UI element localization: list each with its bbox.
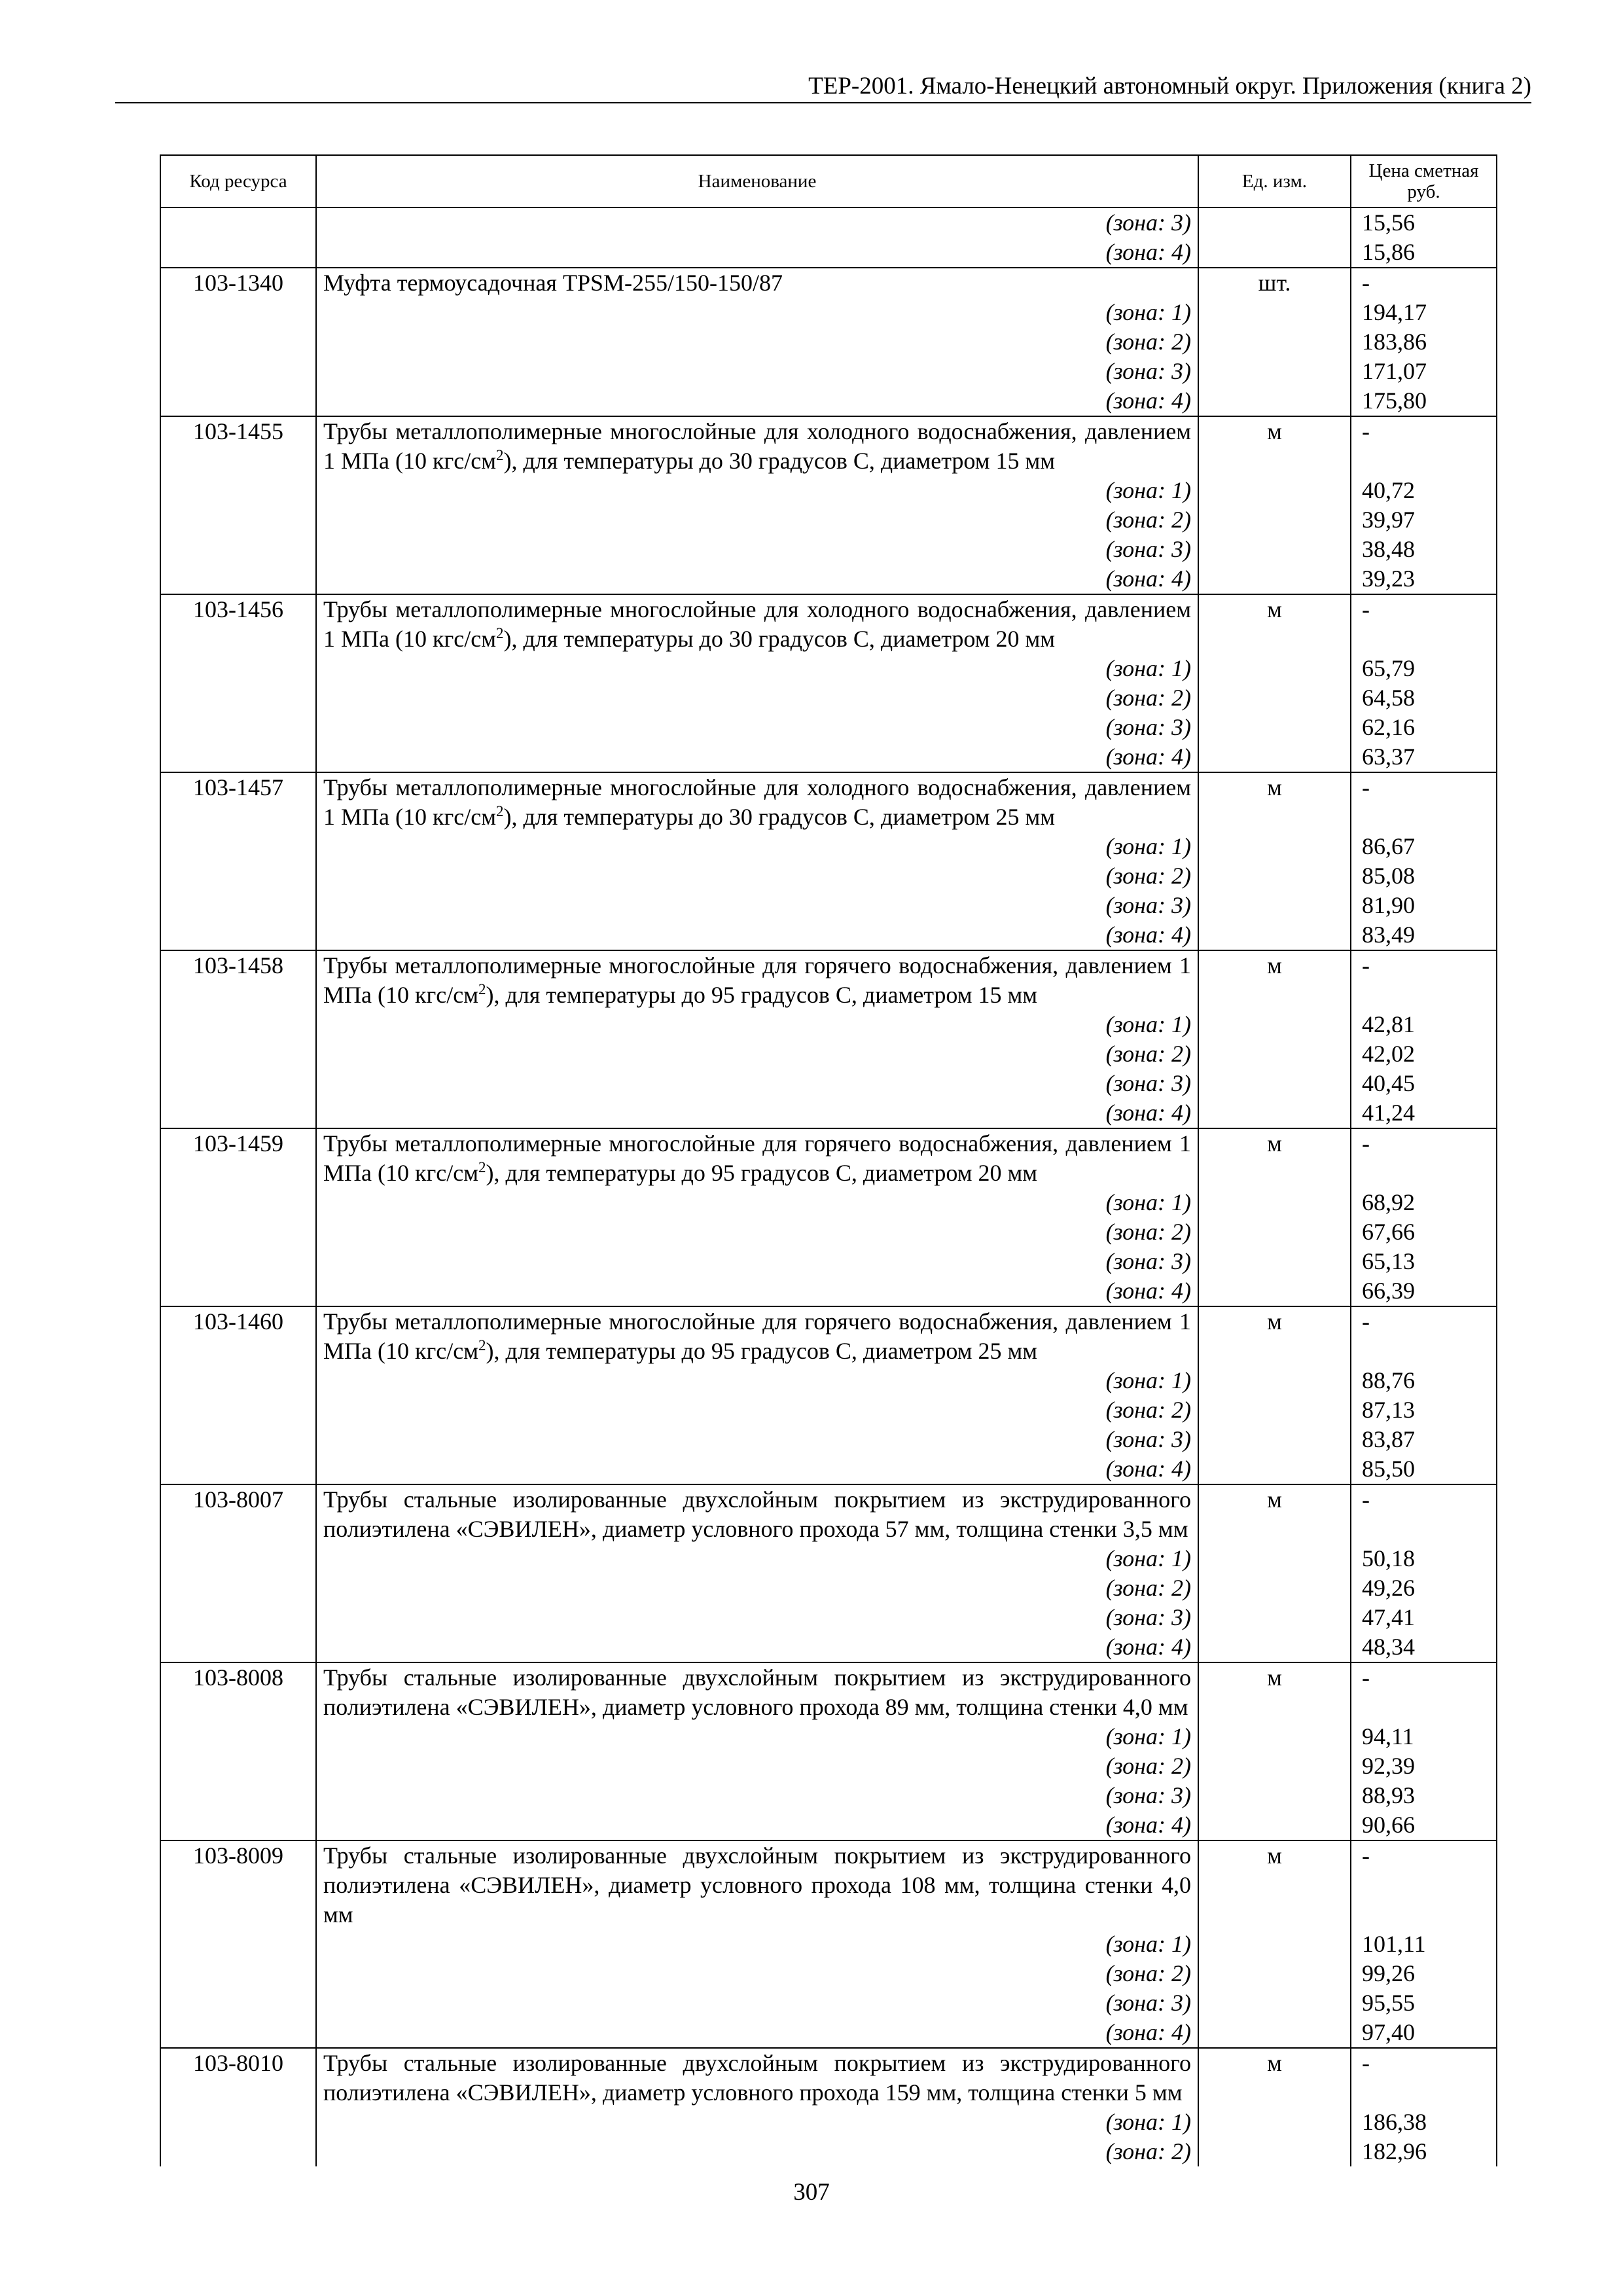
resource-name: Трубы металлополимерные многослойные для горячего водоснабжения, давлением 1 МПа (10 кгс/$см^2$), для температуры до 95 градусов С, диаметром 20 мм xyxy=(316,1128,1198,1188)
zone-label: (зона: 1) xyxy=(316,1722,1198,1751)
unit-cell xyxy=(1198,1247,1351,1276)
zone-price: 85,50 xyxy=(1351,1454,1497,1484)
zone-label: (зона: 1) xyxy=(316,654,1198,683)
unit-cell xyxy=(1198,1098,1351,1128)
code-cell xyxy=(160,1573,316,1603)
unit-cell xyxy=(1198,1395,1351,1425)
unit-cell xyxy=(1198,1810,1351,1840)
resource-unit: м xyxy=(1198,1840,1351,1929)
zone-label: (зона: 3) xyxy=(316,713,1198,742)
table-row xyxy=(160,386,1497,416)
resource-name: Трубы металлополимерные многослойные для горячего водоснабжения, давлением 1 МПа (10 кгс/$см^2$), для температуры до 95 градусов С, диаметром 25 мм xyxy=(316,1306,1198,1366)
table-row xyxy=(160,920,1497,950)
zone-label: (зона: 3) xyxy=(316,357,1198,386)
code-cell xyxy=(160,2137,316,2166)
code-cell xyxy=(160,1810,316,1840)
table-row xyxy=(160,1276,1497,1306)
zone-price: 40,72 xyxy=(1351,476,1497,505)
resource-unit: м xyxy=(1198,594,1351,654)
zone-price: 39,23 xyxy=(1351,564,1497,594)
table-row xyxy=(160,891,1497,920)
zone-price: 42,02 xyxy=(1351,1039,1497,1069)
zone-price: 83,49 xyxy=(1351,920,1497,950)
unit-cell xyxy=(1198,832,1351,861)
code-cell xyxy=(160,505,316,535)
resource-unit: м xyxy=(1198,1662,1351,1722)
code-cell xyxy=(160,476,316,505)
unit-cell xyxy=(1198,654,1351,683)
zone-price: 171,07 xyxy=(1351,357,1497,386)
table-row xyxy=(160,1306,1497,1366)
resource-code: 103-1459 xyxy=(160,1128,316,1188)
code-cell xyxy=(160,1069,316,1098)
zone-price: 50,18 xyxy=(1351,1544,1497,1573)
unit-cell xyxy=(1198,742,1351,772)
column-header-code: Код ресурса xyxy=(160,155,316,207)
resource-code: 103-1460 xyxy=(160,1306,316,1366)
zone-label: (зона: 4) xyxy=(316,1810,1198,1840)
zone-price: 183,86 xyxy=(1351,327,1497,357)
unit-cell xyxy=(1198,2137,1351,2166)
table-row xyxy=(160,207,1497,238)
unit-cell xyxy=(1198,1010,1351,1039)
zone-label: (зона: 3) xyxy=(316,891,1198,920)
zone-price: 48,34 xyxy=(1351,1632,1497,1662)
column-header-price: Цена сметная руб. xyxy=(1351,155,1497,207)
zone-label: (зона: 4) xyxy=(316,238,1198,268)
zone-label: (зона: 3) xyxy=(316,1603,1198,1632)
resource-unit: м xyxy=(1198,772,1351,832)
base-price: - xyxy=(1351,268,1497,298)
code-cell xyxy=(160,564,316,594)
zone-label: (зона: 1) xyxy=(316,832,1198,861)
unit-cell xyxy=(1198,891,1351,920)
resource-code: 103-1455 xyxy=(160,416,316,476)
code-cell xyxy=(160,742,316,772)
table-row xyxy=(160,1128,1497,1188)
table-row xyxy=(160,1069,1497,1098)
unit-cell xyxy=(1198,298,1351,327)
resource-name: Трубы стальные изолированные двухслойным покрытием из экструдированного полиэтилена «СЭВИЛЕН», диаметр условного прохода 159 мм, толщина стенки 5 мм xyxy=(316,2048,1198,2108)
resource-code: 103-8010 xyxy=(160,2048,316,2108)
code-cell xyxy=(160,1395,316,1425)
zone-price: 88,76 xyxy=(1351,1366,1497,1395)
zone-price: 49,26 xyxy=(1351,1573,1497,1603)
unit-cell xyxy=(1198,1929,1351,1959)
base-price: - xyxy=(1351,594,1497,654)
table-row xyxy=(160,1632,1497,1662)
unit-cell xyxy=(1198,920,1351,950)
zone-label: (зона: 3) xyxy=(316,1069,1198,1098)
code-cell xyxy=(160,1425,316,1454)
table-row xyxy=(160,950,1497,1010)
table-row xyxy=(160,1098,1497,1128)
code-cell xyxy=(160,1276,316,1306)
unit-cell xyxy=(1198,476,1351,505)
table-row xyxy=(160,268,1497,298)
code-cell xyxy=(160,1751,316,1781)
unit-cell xyxy=(1198,1959,1351,1988)
code-cell xyxy=(160,1454,316,1484)
table-row xyxy=(160,1662,1497,1722)
table-row xyxy=(160,238,1497,268)
code-cell xyxy=(160,386,316,416)
code-cell xyxy=(160,1959,316,1988)
zone-label: (зона: 4) xyxy=(316,920,1198,950)
zone-price: 83,87 xyxy=(1351,1425,1497,1454)
zone-price: 92,39 xyxy=(1351,1751,1497,1781)
superscript: 2 xyxy=(478,1159,486,1175)
superscript: 2 xyxy=(495,447,504,463)
unit-cell xyxy=(1198,1366,1351,1395)
unit-cell xyxy=(1198,505,1351,535)
zone-label: (зона: 4) xyxy=(316,386,1198,416)
zone-label: (зона: 4) xyxy=(316,2018,1198,2048)
zone-label: (зона: 3) xyxy=(316,1247,1198,1276)
code-cell xyxy=(160,683,316,713)
zone-label: (зона: 1) xyxy=(316,1544,1198,1573)
code-cell xyxy=(160,2108,316,2137)
table-row xyxy=(160,861,1497,891)
code-cell xyxy=(160,1247,316,1276)
zone-price: 81,90 xyxy=(1351,891,1497,920)
zone-label: (зона: 3) xyxy=(316,1781,1198,1810)
zone-label: (зона: 2) xyxy=(316,1573,1198,1603)
zone-label: (зона: 2) xyxy=(316,1959,1198,1988)
zone-price: 62,16 xyxy=(1351,713,1497,742)
table-row xyxy=(160,1010,1497,1039)
resource-unit: м xyxy=(1198,1306,1351,1366)
zone-label: (зона: 2) xyxy=(316,683,1198,713)
code-cell xyxy=(160,832,316,861)
table-row xyxy=(160,594,1497,654)
resource-unit: м xyxy=(1198,950,1351,1010)
code-cell xyxy=(160,1722,316,1751)
code-cell xyxy=(160,535,316,564)
unit-cell xyxy=(1198,207,1351,238)
zone-label: (зона: 1) xyxy=(316,1188,1198,1217)
zone-label: (зона: 2) xyxy=(316,2137,1198,2166)
unit-cell xyxy=(1198,327,1351,357)
resource-name: Трубы металлополимерные многослойные для холодного водоснабжения, давлением 1 МПа (10 кгс/$см^2$), для температуры до 30 градусов С, диаметром 20 мм xyxy=(316,594,1198,654)
unit-cell xyxy=(1198,683,1351,713)
table-row xyxy=(160,1217,1497,1247)
unit-cell xyxy=(1198,1425,1351,1454)
code-cell xyxy=(160,1188,316,1217)
zone-price: 101,11 xyxy=(1351,1929,1497,1959)
column-header-name: Наименование xyxy=(316,155,1198,207)
zone-price: 64,58 xyxy=(1351,683,1497,713)
resource-name: Трубы стальные изолированные двухслойным покрытием из экструдированного полиэтилена «СЭВИЛЕН», диаметр условного прохода 89 мм, толщина стенки 4,0 мм xyxy=(316,1662,1198,1722)
unit-cell xyxy=(1198,564,1351,594)
unit-cell xyxy=(1198,1454,1351,1484)
base-price: - xyxy=(1351,416,1497,476)
code-cell xyxy=(160,1632,316,1662)
unit-cell xyxy=(1198,386,1351,416)
resource-unit: м xyxy=(1198,1484,1351,1544)
table-row xyxy=(160,1484,1497,1544)
resource-name: Трубы стальные изолированные двухслойным покрытием из экструдированного полиэтилена «СЭВИЛЕН», диаметр условного прохода 108 мм, толщина стенки 4,0 мм xyxy=(316,1840,1198,1929)
code-cell xyxy=(160,327,316,357)
table-row xyxy=(160,1722,1497,1751)
table-row xyxy=(160,535,1497,564)
table-row xyxy=(160,564,1497,594)
zone-price: 65,13 xyxy=(1351,1247,1497,1276)
zone-price: 15,86 xyxy=(1351,238,1497,268)
code-cell xyxy=(160,1781,316,1810)
zone-label: (зона: 4) xyxy=(316,1276,1198,1306)
table-row xyxy=(160,1603,1497,1632)
zone-price: 41,24 xyxy=(1351,1098,1497,1128)
superscript: 2 xyxy=(495,625,504,641)
code-cell xyxy=(160,357,316,386)
table-row xyxy=(160,2018,1497,2048)
code-cell xyxy=(160,1929,316,1959)
code-cell xyxy=(160,920,316,950)
code-cell xyxy=(160,2018,316,2048)
unit-cell xyxy=(1198,238,1351,268)
zone-label: (зона: 1) xyxy=(316,1929,1198,1959)
resource-name: Трубы стальные изолированные двухслойным покрытием из экструдированного полиэтилена «СЭВИЛЕН», диаметр условного прохода 57 мм, толщина стенки 3,5 мм xyxy=(316,1484,1198,1544)
table-row xyxy=(160,2108,1497,2137)
table-row xyxy=(160,1929,1497,1959)
zone-price: 42,81 xyxy=(1351,1010,1497,1039)
base-price: - xyxy=(1351,1662,1497,1722)
column-header-unit: Ед. изм. xyxy=(1198,155,1351,207)
code-cell xyxy=(160,238,316,268)
unit-cell xyxy=(1198,1632,1351,1662)
table-row xyxy=(160,683,1497,713)
table-row xyxy=(160,1959,1497,1988)
zone-label: (зона: 2) xyxy=(316,861,1198,891)
code-cell xyxy=(160,891,316,920)
table-row xyxy=(160,298,1497,327)
zone-price: 66,39 xyxy=(1351,1276,1497,1306)
unit-cell xyxy=(1198,2108,1351,2137)
zone-label: (зона: 2) xyxy=(316,1217,1198,1247)
unit-cell xyxy=(1198,357,1351,386)
table-row xyxy=(160,1840,1497,1929)
zone-price: 47,41 xyxy=(1351,1603,1497,1632)
unit-cell xyxy=(1198,1751,1351,1781)
superscript: 2 xyxy=(495,803,504,819)
resource-name: Трубы металлополимерные многослойные для горячего водоснабжения, давлением 1 МПа (10 кгс/$см^2$), для температуры до 95 градусов С, диаметром 15 мм xyxy=(316,950,1198,1010)
zone-price: 94,11 xyxy=(1351,1722,1497,1751)
zone-label: (зона: 4) xyxy=(316,1454,1198,1484)
base-price: - xyxy=(1351,772,1497,832)
table-row xyxy=(160,742,1497,772)
zone-label: (зона: 2) xyxy=(316,327,1198,357)
zone-price: 95,55 xyxy=(1351,1988,1497,2018)
table-row xyxy=(160,416,1497,476)
table-row xyxy=(160,476,1497,505)
code-cell xyxy=(160,1544,316,1573)
table-row xyxy=(160,654,1497,683)
table-row xyxy=(160,772,1497,832)
table-row xyxy=(160,327,1497,357)
unit-cell xyxy=(1198,1544,1351,1573)
table-row xyxy=(160,713,1497,742)
unit-cell xyxy=(1198,1603,1351,1632)
zone-label: (зона: 2) xyxy=(316,1751,1198,1781)
zone-price: 63,37 xyxy=(1351,742,1497,772)
zone-label: (зона: 4) xyxy=(316,564,1198,594)
zone-price: 40,45 xyxy=(1351,1069,1497,1098)
zone-price: 85,08 xyxy=(1351,861,1497,891)
code-cell xyxy=(160,654,316,683)
zone-label: (зона: 3) xyxy=(316,535,1198,564)
code-cell xyxy=(160,713,316,742)
resource-unit: м xyxy=(1198,1128,1351,1188)
zone-label: (зона: 1) xyxy=(316,1010,1198,1039)
zone-label: (зона: 2) xyxy=(316,1395,1198,1425)
zone-label: (зона: 1) xyxy=(316,2108,1198,2137)
zone-price: 86,67 xyxy=(1351,832,1497,861)
unit-cell xyxy=(1198,1039,1351,1069)
resource-name: Трубы металлополимерные многослойные для холодного водоснабжения, давлением 1 МПа (10 кгс/$см^2$), для температуры до 30 градусов С, диаметром 15 мм xyxy=(316,416,1198,476)
table-header xyxy=(160,155,1497,207)
code-cell xyxy=(160,1010,316,1039)
zone-price: 87,13 xyxy=(1351,1395,1497,1425)
page-number: 307 xyxy=(793,2179,830,2206)
zone-price: 67,66 xyxy=(1351,1217,1497,1247)
zone-price: 175,80 xyxy=(1351,386,1497,416)
price-table xyxy=(160,154,1497,2166)
zone-price: 15,56 xyxy=(1351,207,1497,238)
unit-cell xyxy=(1198,1188,1351,1217)
table-row xyxy=(160,1544,1497,1573)
table-row xyxy=(160,2048,1497,2108)
code-cell xyxy=(160,298,316,327)
base-price: - xyxy=(1351,950,1497,1010)
resource-unit: м xyxy=(1198,416,1351,476)
table-row xyxy=(160,1247,1497,1276)
table-row xyxy=(160,1751,1497,1781)
zone-price: 186,38 xyxy=(1351,2108,1497,2137)
unit-cell xyxy=(1198,1722,1351,1751)
base-price: - xyxy=(1351,2048,1497,2108)
unit-cell xyxy=(1198,1276,1351,1306)
zone-label: (зона: 4) xyxy=(316,1098,1198,1128)
table-row xyxy=(160,1988,1497,2018)
table-row xyxy=(160,1425,1497,1454)
zone-price: 90,66 xyxy=(1351,1810,1497,1840)
zone-label: (зона: 3) xyxy=(316,1988,1198,2018)
code-cell xyxy=(160,1098,316,1128)
table-row xyxy=(160,1366,1497,1395)
table-row xyxy=(160,1454,1497,1484)
zone-price: 39,97 xyxy=(1351,505,1497,535)
base-price: - xyxy=(1351,1128,1497,1188)
unit-cell xyxy=(1198,1217,1351,1247)
zone-price: 182,96 xyxy=(1351,2137,1497,2166)
table-row xyxy=(160,832,1497,861)
zone-label: (зона: 4) xyxy=(316,1632,1198,1662)
zone-price: 88,93 xyxy=(1351,1781,1497,1810)
resource-code: 103-1456 xyxy=(160,594,316,654)
zone-price: 99,26 xyxy=(1351,1959,1497,1988)
table-row xyxy=(160,1781,1497,1810)
resource-code: 103-1457 xyxy=(160,772,316,832)
zone-label: (зона: 1) xyxy=(316,1366,1198,1395)
table-row xyxy=(160,505,1497,535)
unit-cell xyxy=(1198,2018,1351,2048)
resource-code: 103-1340 xyxy=(160,268,316,298)
resource-code: 103-8009 xyxy=(160,1840,316,1929)
unit-cell xyxy=(1198,1781,1351,1810)
table-row xyxy=(160,2137,1497,2166)
resource-code: 103-8008 xyxy=(160,1662,316,1722)
table-row xyxy=(160,1188,1497,1217)
resource-code: 103-1458 xyxy=(160,950,316,1010)
superscript: 2 xyxy=(478,1337,486,1354)
table-body xyxy=(160,207,1497,2166)
table-row xyxy=(160,1039,1497,1069)
zone-label: (зона: 4) xyxy=(316,742,1198,772)
unit-cell xyxy=(1198,535,1351,564)
base-price: - xyxy=(1351,1840,1497,1929)
code-cell xyxy=(160,1603,316,1632)
code-cell xyxy=(160,1366,316,1395)
zone-label: (зона: 1) xyxy=(316,298,1198,327)
zone-price: 38,48 xyxy=(1351,535,1497,564)
zone-price: 65,79 xyxy=(1351,654,1497,683)
unit-cell xyxy=(1198,861,1351,891)
unit-cell xyxy=(1198,1069,1351,1098)
unit-cell xyxy=(1198,713,1351,742)
table-row xyxy=(160,1810,1497,1840)
zone-price: 97,40 xyxy=(1351,2018,1497,2048)
resource-unit: шт. xyxy=(1198,268,1351,298)
base-price: - xyxy=(1351,1306,1497,1366)
resource-code: 103-8007 xyxy=(160,1484,316,1544)
zone-label: (зона: 2) xyxy=(316,1039,1198,1069)
superscript: 2 xyxy=(478,981,486,997)
resource-name: Трубы металлополимерные многослойные для холодного водоснабжения, давлением 1 МПа (10 кгс/$см^2$), для температуры до 30 градусов С, диаметром 25 мм xyxy=(316,772,1198,832)
code-cell xyxy=(160,1988,316,2018)
table-row xyxy=(160,1573,1497,1603)
code-cell xyxy=(160,207,316,238)
table-row xyxy=(160,1395,1497,1425)
zone-label: (зона: 3) xyxy=(316,1425,1198,1454)
base-price: - xyxy=(1351,1484,1497,1544)
zone-price: 194,17 xyxy=(1351,298,1497,327)
table-row xyxy=(160,357,1497,386)
code-cell xyxy=(160,861,316,891)
zone-price: 68,92 xyxy=(1351,1188,1497,1217)
code-cell xyxy=(160,1039,316,1069)
unit-cell xyxy=(1198,1573,1351,1603)
code-cell xyxy=(160,1217,316,1247)
zone-label: (зона: 1) xyxy=(316,476,1198,505)
resource-unit: м xyxy=(1198,2048,1351,2108)
resource-name: Муфта термоусадочная TPSM-255/150-150/87 xyxy=(316,268,1198,298)
unit-cell xyxy=(1198,1988,1351,2018)
zone-label: (зона: 2) xyxy=(316,505,1198,535)
zone-label: (зона: 3) xyxy=(316,207,1198,238)
running-header: ТЕР-2001. Ямало-Ненецкий автономный округ. Приложения (книга 2) xyxy=(115,73,1531,103)
